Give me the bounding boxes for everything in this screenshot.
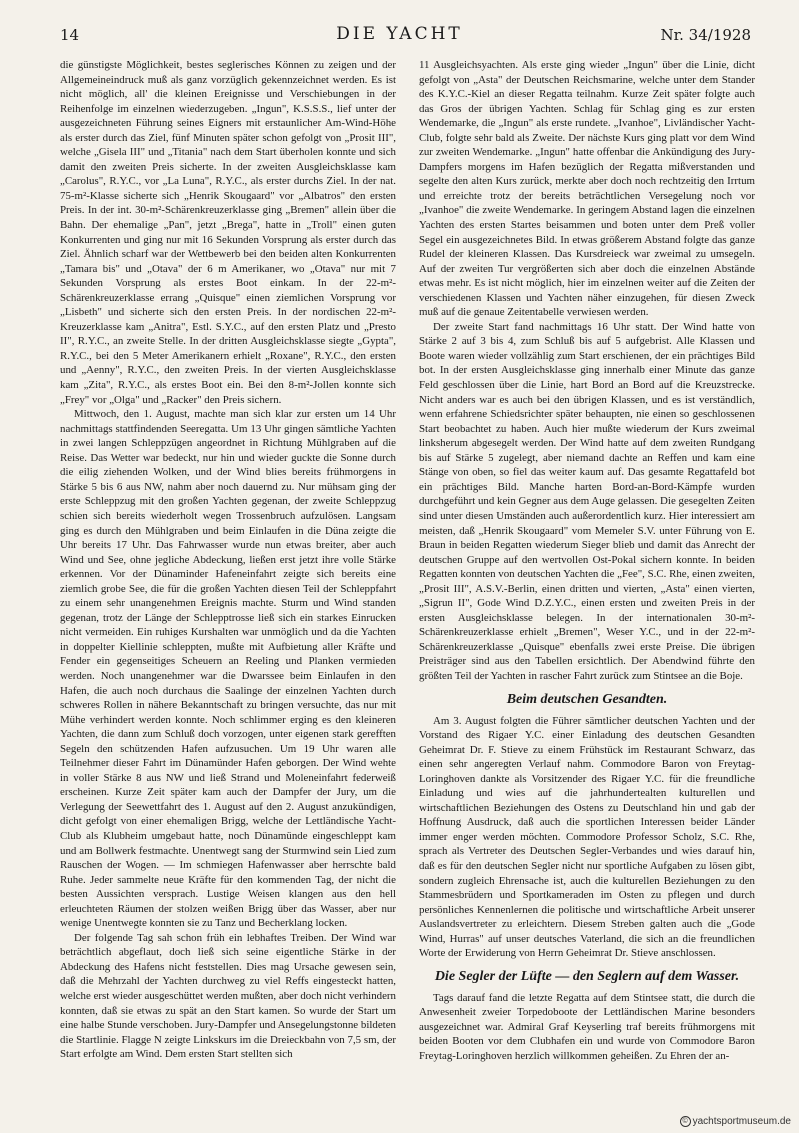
page-title: DIE YACHT [336, 24, 463, 44]
copyright-icon: © [680, 1116, 691, 1127]
watermark [680, 1116, 791, 1127]
paragraph: Der folgende Tag sah schon früh ein lebhaftes Treiben. Der Wind war beträchtlich abgeflaut, doch ließ sich seine eigentliche Stärke in der Abdeckung des Hafens nicht feststellen. Dies mag Ursache gewesen sein, daß die Mehrzahl der Yachten durchweg zu viel Reffs eingesteckt hatten, welche erst wieder ausgeschüttet werden mußten, aber doch nicht verhindern konnten, daß sie etwas zu spät an den Start kamen. So wurde der Start um eine halbe Stunde verschoben. Jury-Dampfer und Ansegelungstonne bildeten die Startlinie. Flagge N zeigte Linkskurs im die Dreieckbahn von 7,5 sm, der Start erfolgte am Wind. Dem ersten Start stellten sich [60, 931, 396, 1061]
paragraph: Der zweite Start fand nachmittags 16 Uhr statt. Der Wind hatte von Stärke 2 auf 3 bis 4, zum Schluß bis auf 5 aufgebrist. Alle Klassen und Boote waren wieder vollzählig zum Start erschienen, der ein prächtiges Bild bot. In der ersten Ausgleichsklasse ging innerhalb einer Minute das ganze Feld geschlossen über die Linie, hart Bord an Bord auf die Kreuzstrecke. Nicht anders war es auch bei den übrigen Klassen, und es ist verständlich, wenn erfahrene Schiedsrichter später behaupten, nie einen so geschlossenen Start beobachtet zu haben. Auch hier mußte wiederum der Kurs zweimal linksherum abgesegelt werden. Der Wind hatte auf dem zweiten Rundgang bis auf Stärke 5 zugelegt, aber niemand dachte an Reffen und kam eine Stänge von oben, so fiel das weiter kaum auf. Das gesamte Regattafeld bot ein prächtiges Bild. Manche harten Bord-an-Bord-Kämpfe wurden durchgeführt und kein Gegner aus dem Auge gelassen. Die gesegelten Zeiten sind unter diesen Umständen auch außerordentlich kurz. Hier interessiert am meisten, daß „Henrik Skougaard" vom Memeler S.V. unter Führung von E. Braun in beiden Regatten wiederum Sieger blieb und damit das Anrecht der deutschen Gruppe auf den wertvollen Ost-Pokal sichern konnte. In beiden Regatten konnten von deutschen Yachten die „Fee", S.C. Rhe, einen zweiten, „Prosit III", A.S.V.-Berlin, einen dritten und vierten, „Asta" einen vierten, „Sigrun II", Gode Wind D.Z.Y.C., einen ersten und zweiten Preis in der ersten Ausgleichsklasse belegen. In der internationalen 30-m²-Schärenkreuzerklasse erhielt „Bremen", Weser Y.C., und in der 22-m²-Schärenkreuzerklasse „Quisque" ebenfalls zwei erste Preise. Die übrigen Preisträger sind aus den Tabellen ersichtlich. Der Abendwind führte den größten Teil der Yachten in rascher Fahrt zurück zum Stintsee an die Boje. [419, 320, 755, 682]
paragraph: die günstigste Möglichkeit, bestes seglerisches Können zu zeigen und der Allgemeineindruck muß als ganz vorzüglich gekennzeichnet werden. Es ist nicht möglich, all' die kleinen Ereignisse und Verschiebungen in der Reihenfolge im einzelnen wiederzugeben. „Ingun", K.S.S.S., lief unter der ausgezeichneten Führung seines Eigners mit erstaunlicher Am-Wind-Höhe als erster durch das Ziel, fünf Minuten später schon gefolgt von „Prosit III", welche „Gisela III" und „Titania" nach dem Start überholen konnte und sich damit den zweiten Preis sicherte. In der zweiten Ausgleichsklasse kam „Carolus", R.Y.C., vor „La Luna", R.Y.C., als erster durchs Ziel. In der nat. 75-m²-Klasse sicherte sich „Henrik Skougaard" vor „Albatros" den ersten Preis. In der int. 30-m²-Schärenkreuzerklasse ging „Bremen" allein über die Bahn. Der ehemalige „Pan", jetzt „Brega", hatte in „Troll" einen guten Konkurrenten und ging nur mit 16 Sekunden Vorsprung als erster durch das Ziel. Ähnlich scharf war der Wettbewerb bei den beiden alten Konkurrenten „Tamara bis" und „Otava" der 6 m Amerikaner, wo „Otava" nur mit 7 Sekunden Vorsprung als erstes Boot einkam. In der 22-m²-Schärenkreuzerklasse errang „Quisque" einen ziemlichen Vorsprung vor „Lisbeth" und sicherte sich den ersten Preis. In der nordischen 22-m²-Kreuzerklasse kam „Anitra", Estl. S.Y.C., auf den ersten Platz und „Presto II", R.Y.C., an zweite Stelle. In der dritten Ausgleichsklasse siegte „Gypta", R.Y.C., bei den 5 Meter Amerikanern erhielt „Roxane", R.Y.C., den ersten und „Aenny", R.Y.C., den zweiten Preis. In der vierten Ausgleichsklasse kam „Zita", R.Y.C., als erstes Boot ein. Bei den 8-m²-Jollen konnte sich „Frey" vor „Olga" und „Racker" den Preis sichern. [60, 59, 396, 406]
section-heading: Beim deutschen Gesandten. [506, 691, 668, 707]
page-number: 14 [60, 26, 80, 44]
right-column [419, 58, 755, 1098]
paragraph: 11 Ausgleichsyachten. Als erste ging wieder „Ingun" über die Linie, dicht gefolgt von „Asta" der Deutschen Reichsmarine, welche unter dem Stander des K.Y.C.-Kiel an dieser Regatta teilnahm. Kurze Zeit später folgte auch das Gros der übrigen Yachten. Schlag für Schlag ging es zur ersten Wendemarke, die „Ingun" als erste rundete. „Ivanhoe", Livländischer Yacht-Club, folgte sehr bald als Zweite. Der nächste Kurs ging platt vor dem Wind zur zweiten Wendemarke. „Ingun" hatte offenbar die Ankündigung des Jury-Dampfers morgens im Hafen bezüglich der Regatta mißverstanden und segelte den alten Kurs zurück, merkte aber doch noch rechtzeitig den Irrtum und erreichte trotz der bereits beträchtlichen Versegelung noch vor „Ivanhoe" die zweite Wendemarke. In geringem Abstand lagen die einzelnen Yachten des ersten Startes beisammen und boten unter dem Preß voller Segel ein ausgezeichnetes Bild. In etwas größerem Abstand folgte das ganze Rudel der kleineren Klassen. Das Kursdreieck war zweimal zu umsegeln. Auf der zweiten Tur vergrößerten sich aber doch die einzelnen Abstände etwas mehr. Es ist nicht möglich, hier im einzelnen weiter auf die Zeiten der verschiedenen Klassen und Yachten näher einzugehen, für diesen Zweck muß auf die genaue Zeitentabelle verwiesen werden. [419, 59, 755, 319]
paragraph: Mittwoch, den 1. August, machte man sich klar zur ersten um 14 Uhr nachmittags stattfindenden Seeregatta. Um 13 Uhr gingen sämtliche Yachten in zwei langen Schleppzügen angeordnet in Richtung Mühlgraben auf die Reise. Das Wetter war bedeckt, nur hin und wieder guckte die Sonne durch die eilig ziehenden Wolken, und der Wind blies bereits frühmorgens in Stärke 5 bis 6 aus NW, nahm aber noch dauernd zu. Nur mühsam ging der erste Schleppzug mit den großen Yachten gegenan, der zweite Schleppzug schien sich bereits wiederholt wegen Trossenbruch aufzulösen. Langsam ging es durch den Mühlgraben und beim Einlaufen in die Düna zeigte die Uhr bereits 17 Uhr. Das Fahrwasser wurde nun etwas breiter, aber auch Wind und See, ohne jegliche Abdeckung, ließen erst jetzt ihre volle Stärke erkennen. Vor der Dünaminder Hafeneinfahrt zeigte sich bereits eine ziemlich grobe See, die für die großen Yachten diesen Teil der Schleppfahrt zu einem sehr unangenehmen Ereignis machte. Sturm und Wind standen gegenan, trotz der Länge der Schlepptrosse ließ sich ein starkes Einrucken nicht vermeiden. Ein ruhiges Kurshalten war unmöglich und da die Yachten in doppelter Kiellinie schleppten, mußte mit Aufbietung aller Kräfte und Fender ein gegenseitiges Scheuern an Reeling und Planken vermieden werden. Noch unangenehmer war die Dwarssee beim Einlaufen in den Hafen, die auch noch durchaus die Saalinge der einzelnen Yachten durch schweres Rollen in nähere Bekanntschaft zu bringen versuchte, das nur mit Mühe verhindert werden konnte. Noch schlimmer erging es den kleineren Yachten, die dann zum Schluß doch vorzogen, unter eigenen stark gerefften Segeln den schützenden Hafen aufzusuchen. Um 19 Uhr waren alle Teilnehmer dieser Fahrt im Dünamünder Hafen geborgen. Der Wind wehte in voller Stärke 8 aus NW und ließ Strand und Moleneinfahrt federweiß erscheinen. Kurze Zeit später kam auch der Dampfer der Jury, um die Verlegung der Seewettfahrt des 1. August auf den 2. August anzukündigen, dicht gefolgt von einer ehemaligen Brigg, welche der Lettländische Yacht-Club als Klubheim umgebaut hatte, noch Dünamünde eingeschleppt kam und am Bollwerk festmachte. Unentwegt sang der Sturmwind sein Lied zum Rauschen der Wogen. — Im schmiegen Hafenwasser aber herrschte bald Ruhe. Jeder sammelte neue Kräfte für den kommenden Tag, der nicht die besten Aussichten versprach. Lustige Weisen klangen aus den hell erleuchteten Räumen der stolzen weißen Brigg über das Wasser, aber nur wenige Unentwegte konnten sie zu Tanz und Becherklang locken. [60, 408, 396, 930]
paragraph: Tags darauf fand die letzte Regatta auf dem Stintsee statt, die durch die Anwesenheit zweier Torpedoboote der Lettländischen Marine besonders ausgezeichnet war. Admiral Graf Keyserling traf bereits frühmorgens mit beiden Booten vor dem Clubhafen ein und wurde von Commodore Baron Freytag-Loringhoven herzlich willkommen geheißen. Zu Ehren der an- [419, 991, 755, 1062]
left-column [60, 58, 396, 1098]
issue-number: Nr. 34/1928 [660, 26, 751, 44]
watermark-text: yachtsportmuseum.de [692, 1116, 791, 1127]
section-heading: Die Segler der Lüfte — den Seglern auf dem Wasser. [434, 968, 740, 984]
paragraph: Am 3. August folgten die Führer sämtlicher deutschen Yachten und der Vorstand des Rigaer Y.C. einer Einladung des deutschen Gesandten Geheimrat Dr. F. Stieve zu einem Frühstück im Restaurant Schwarz, das einen sehr angeregten Verlauf nahm. Commodore Baron von Freytag-Loringhoven dankte als Vorsitzender des Rigaer Y.C. für die freundliche Einladung und wies auf die jahrhundertealten kulturellen und wirtschaftlichen Beziehungen des Ostens zu Deutschland hin und gab der Hoffnung Ausdruck, daß auch die sportlichen Interessen beider Länder immer enger werden möchten. Commodore Professor Scholz, S.C. Rhe, sprach als Vertreter des Deutschen Segler-Verbandes und wies darauf hin, daß es für den deutschen Segler nicht nur sportliche Aufgaben zu lösen gibt, sondern zugleich Ehrensache ist, auch die kulturellen Beziehungen zu den Stammesbrüdern und Sportkameraden im Osten zu pflegen und durch persönliches Kennenlernen die politische und wirtschaftliche Arbeit unserer Auslandsvertreter zu erleichtern. Diesem Streben galten auch die „Gode Wind, Hurras" auf unser deutsches Vaterland, die sich an die freundlichen Worte der Erwiderung von Herrn Geheimrat Dr. Stieve anschlossen. [419, 714, 755, 960]
